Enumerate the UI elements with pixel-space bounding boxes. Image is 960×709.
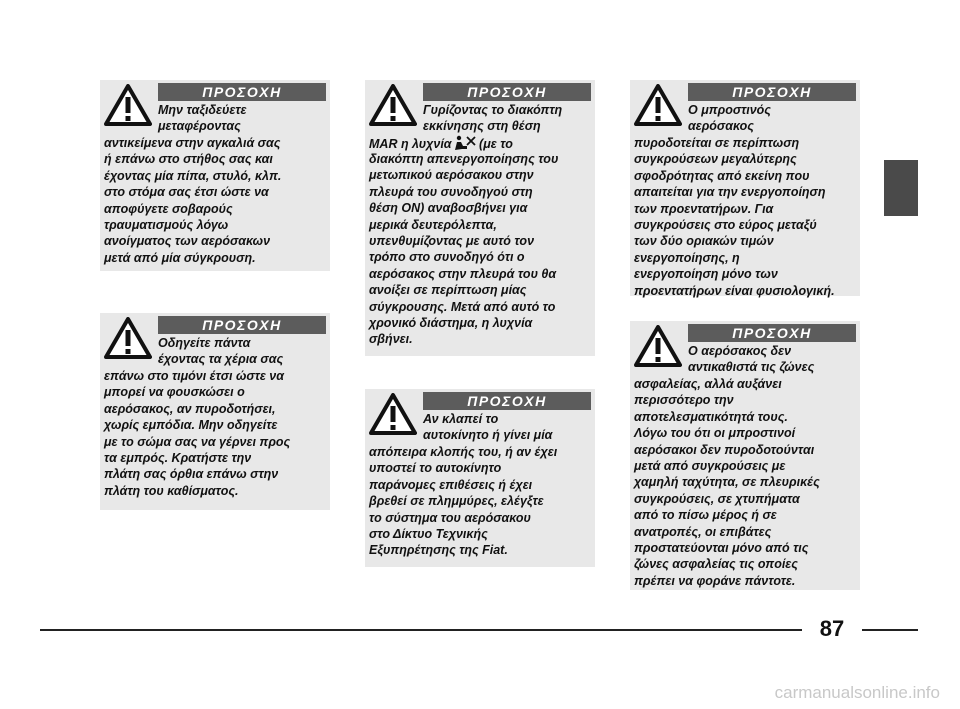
page-number: 87	[819, 616, 845, 641]
warning-triangle-icon	[634, 84, 682, 126]
warning-text-body: αντικείμενα στην αγκαλιά σας ή επάνω στο στήθος σας και έχοντας μία πίπα, στυλό, κλπ. στο στόμα σας έτσι ώστε να αποφύγετε σοβαρούς τραυματισμούς λόγω ανοίγματος των αερόσακων μετά από μία σύγκρουση.	[104, 136, 282, 265]
warning-header: ΠΡΟΣΟΧΗ	[423, 83, 591, 101]
warning-triangle-icon	[104, 84, 152, 126]
warning-text-line3	[369, 135, 593, 152]
watermark: carmanualsonline.info	[774, 683, 940, 702]
warning-box-4	[365, 389, 595, 567]
airbag-off-warning-light-icon	[452, 135, 476, 151]
warning-text-body: ασφαλείας, αλλά αυξάνει περισσότερο την αποτελεσματικότητά τους. Λόγω του ότι οι μπροστινοί αερόσακοι δεν πυροδοτούνται μετά από συγκρούσεις με χαμηλή ταχύτητα, σε πλευρικές συγκρούσεις, σε χτυπήματα από το πίσω μέρος ή σε ανατροπές, οι επιβάτες προστατεύονται μόνο από τις ζώνες ασφαλείας τις οποίες πρέπει να φοράνε πάντοτε.	[634, 377, 820, 588]
warning-triangle-icon	[634, 325, 682, 367]
footer-rule-left	[40, 629, 802, 631]
warning-text-lead: Μην ταξιδεύετε μεταφέροντας	[158, 103, 247, 134]
warning-box-6	[630, 321, 860, 590]
warning-triangle-icon	[369, 84, 417, 126]
warning-text-body: πυροδοτείται σε περίπτωση συγκρούσεων μεγαλύτερης σφοδρότητας από εκείνη που απαιτείται για την ενεργοποίηση των προεντατήρων. Για συγκρούσεις στο εύρος μεταξύ των δύο οριακών τιμών ενεργοποίησης, η ενεργοποίηση μόνο των προεντατήρων είναι φυσιολογική.	[634, 136, 835, 298]
warning-text-lead: Οδηγείτε πάντα έχοντας τα χέρια σας	[158, 336, 284, 367]
warning-box-2	[100, 313, 330, 510]
warning-header: ΠΡΟΣΟΧΗ	[423, 392, 591, 410]
warning-header: ΠΡΟΣΟΧΗ	[158, 316, 326, 334]
warning-box-1	[100, 80, 330, 271]
warning-header: ΠΡΟΣΟΧΗ	[158, 83, 326, 101]
warning-text-lead: Αν κλαπεί το αυτοκίνητο ή γίνει μία	[423, 412, 553, 443]
warning-triangle-icon	[369, 393, 417, 435]
warning-text-body: διακόπτη απενεργοποίησης του μετωπικού αερόσακου στην πλευρά του συνοδηγού στη θέση ON) αναβοσβήνει για μερικά δευτερόλεπτα, υπενθυμίζοντας με αυτό τον τρόπο στο συνοδηγό ότι ο αερόσακος στην πλευρά του θα ανοίξει σε περίπτωση μίας σύγκρουσης. Μετά από αυτό το χρονικό διάστημα, η λυχνία σβήνει.	[369, 152, 559, 347]
footer-rule-right	[862, 629, 918, 631]
warning-text-line3-start: MAR η λυχνία	[369, 137, 452, 151]
warning-text-body: επάνω στο τιμόνι έτσι ώστε να μπορεί να φουσκώσει ο αερόσακος, αν πυροδοτήσει, χωρίς εμπόδια. Μην οδηγείτε με το σώμα σας να γέρνει προς τα εμπρός. Κρατήστε την πλάτη σας όρθια επάνω στην πλάτη του καθίσματος.	[104, 369, 291, 498]
warning-text-lead: Γυρίζοντας το διακόπτη εκκίνησης στη θέση	[423, 103, 563, 134]
warning-box-3	[365, 80, 595, 356]
warning-triangle-icon	[104, 317, 152, 359]
warning-text-body: απόπειρα κλοπής του, ή αν έχει υποστεί το αυτοκίνητο παράνομες επιθέσεις ή έχει βρεθεί σε πλημμύρες, ελέγξτε το σύστημα του αερόσακου στο Δίκτυο Τεχνικής Εξυπηρέτησης της Fiat.	[369, 445, 558, 558]
section-tab	[884, 160, 918, 216]
warning-text-lead: Ο αερόσακος δεν αντικαθιστά τις ζώνες	[688, 344, 815, 375]
warning-text-line3-end: (με το	[475, 137, 513, 151]
warning-header: ΠΡΟΣΟΧΗ	[688, 83, 856, 101]
warning-box-5	[630, 80, 860, 296]
warning-text-lead: Ο μπροστινός αερόσακος	[688, 103, 771, 134]
warning-header: ΠΡΟΣΟΧΗ	[688, 324, 856, 342]
